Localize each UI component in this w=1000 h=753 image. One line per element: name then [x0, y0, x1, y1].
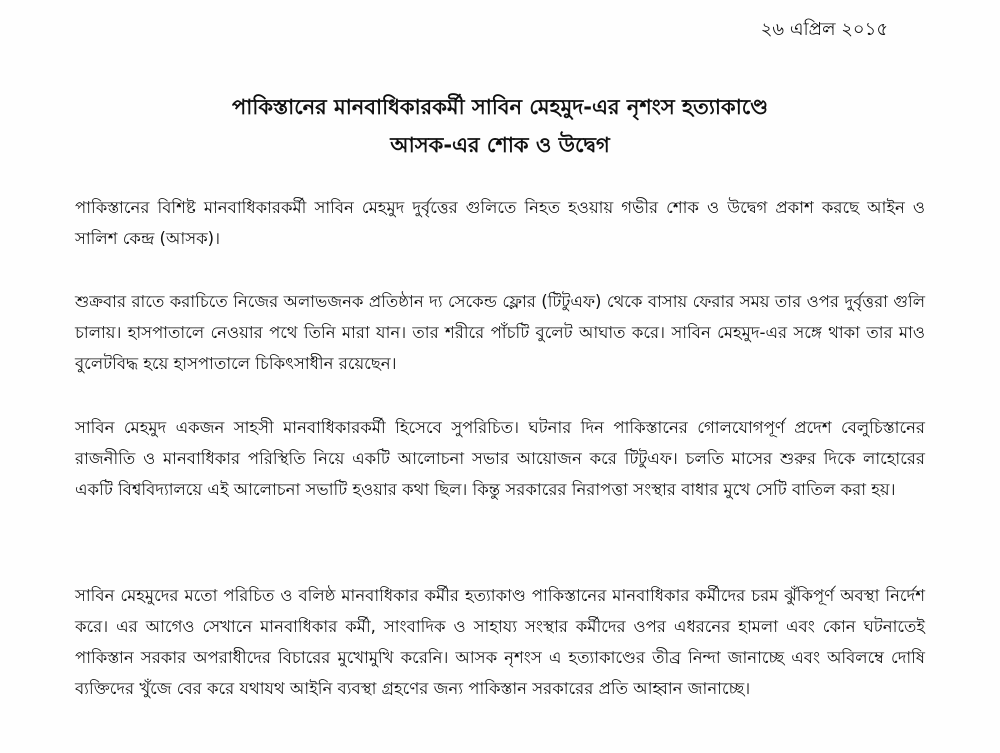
- document-date: ২৬ এপ্রিল ২০১৫: [760, 19, 888, 40]
- paragraph-3: সাবিন মেহমুদ একজন সাহসী মানবাধিকারকর্মী হিসেবে সুপরিচিত। ঘটনার দিন পাকিস্তানের গোলযোগপূর্ণ প্রদেশ বেলুচিস্তানের রাজনীতি ও মানবাধিকার পরিস্থিতি নিয়ে একটি আলোচনা সভার আয়োজন করে টিটুএফ। চলতি মাসের শুরুর দিকে লাহোরের একটি বিশ্ববিদ্যালয়ে এই আলোচনা সভাটি হওয়ার কথা ছিল। কিন্তু সরকারের নিরাপত্তা সংস্থার বাধার মুখে সেটি বাতিল করা হয়।: [75, 418, 925, 499]
- paragraph-2: শুক্রবার রাতে করাচিতে নিজের অলাভজনক প্রতিষ্ঠান দ্য সেকেন্ড ফ্লোর (টিটুএফ) থেকে বাসায় ফেরার সময় তার ওপর দুর্বৃত্তরা গুলি চালায়। হাসপাতালে নেওয়ার পথে তিনি মারা যান। তার শরীরে পাঁচটি বুলেট আঘাত করে। সাবিন মেহমুদ-এর সঙ্গে থাকা তার মাও বুলেটবিদ্ধ হয়ে হাসপাতালে চিকিৎসাধীন রয়েছেন।: [75, 292, 925, 373]
- paragraph-1: পাকিস্তানের বিশিষ্ট মানবাধিকারকর্মী সাবিন মেহমুদ দুর্বৃত্তের গুলিতে নিহত হওয়ায় গভীর শোক ও উদ্বেগ প্রকাশ করছে আইন ও সালিশ কেন্দ্র (আসক)।: [75, 198, 925, 248]
- title-line-1: পাকিস্তানের মানবাধিকারকর্মী সাবিন মেহমুদ-এর নৃশংস হত্যাকাণ্ডে: [231, 95, 769, 119]
- document-title: [0, 88, 1000, 164]
- title-line-2: আসক-এর শোক ও উদ্বেগ: [390, 133, 610, 157]
- paragraph-4: সাবিন মেহমুদের মতো পরিচিত ও বলিষ্ঠ মানবাধিকার কর্মীর হত্যাকাণ্ড পাকিস্তানের মানবাধিকার কর্মীদের চরম ঝুঁকিপূর্ণ অবস্থা নির্দেশ করে। এর আগেও সেখানে মানবাধিকার কর্মী, সাংবাদিক ও সাহায্য সংস্থার কর্মীদের ওপর এধরনের হামলা এবং কোন ঘটনাতেই পাকিস্তান সরকার অপরাধীদের বিচারের মুখোমুখি করেনি। আসক নৃশংস এ হত্যাকাণ্ডের তীব্র নিন্দা জানাচ্ছে এবং অবিলম্বে দোষি ব্যক্তিদের খুঁজে বের করে যথাযথ আইনি ব্যবস্থা গ্রহণের জন্য পাকিস্তান সরকারের প্রতি আহ্বান জানাচ্ছে।: [75, 586, 925, 698]
